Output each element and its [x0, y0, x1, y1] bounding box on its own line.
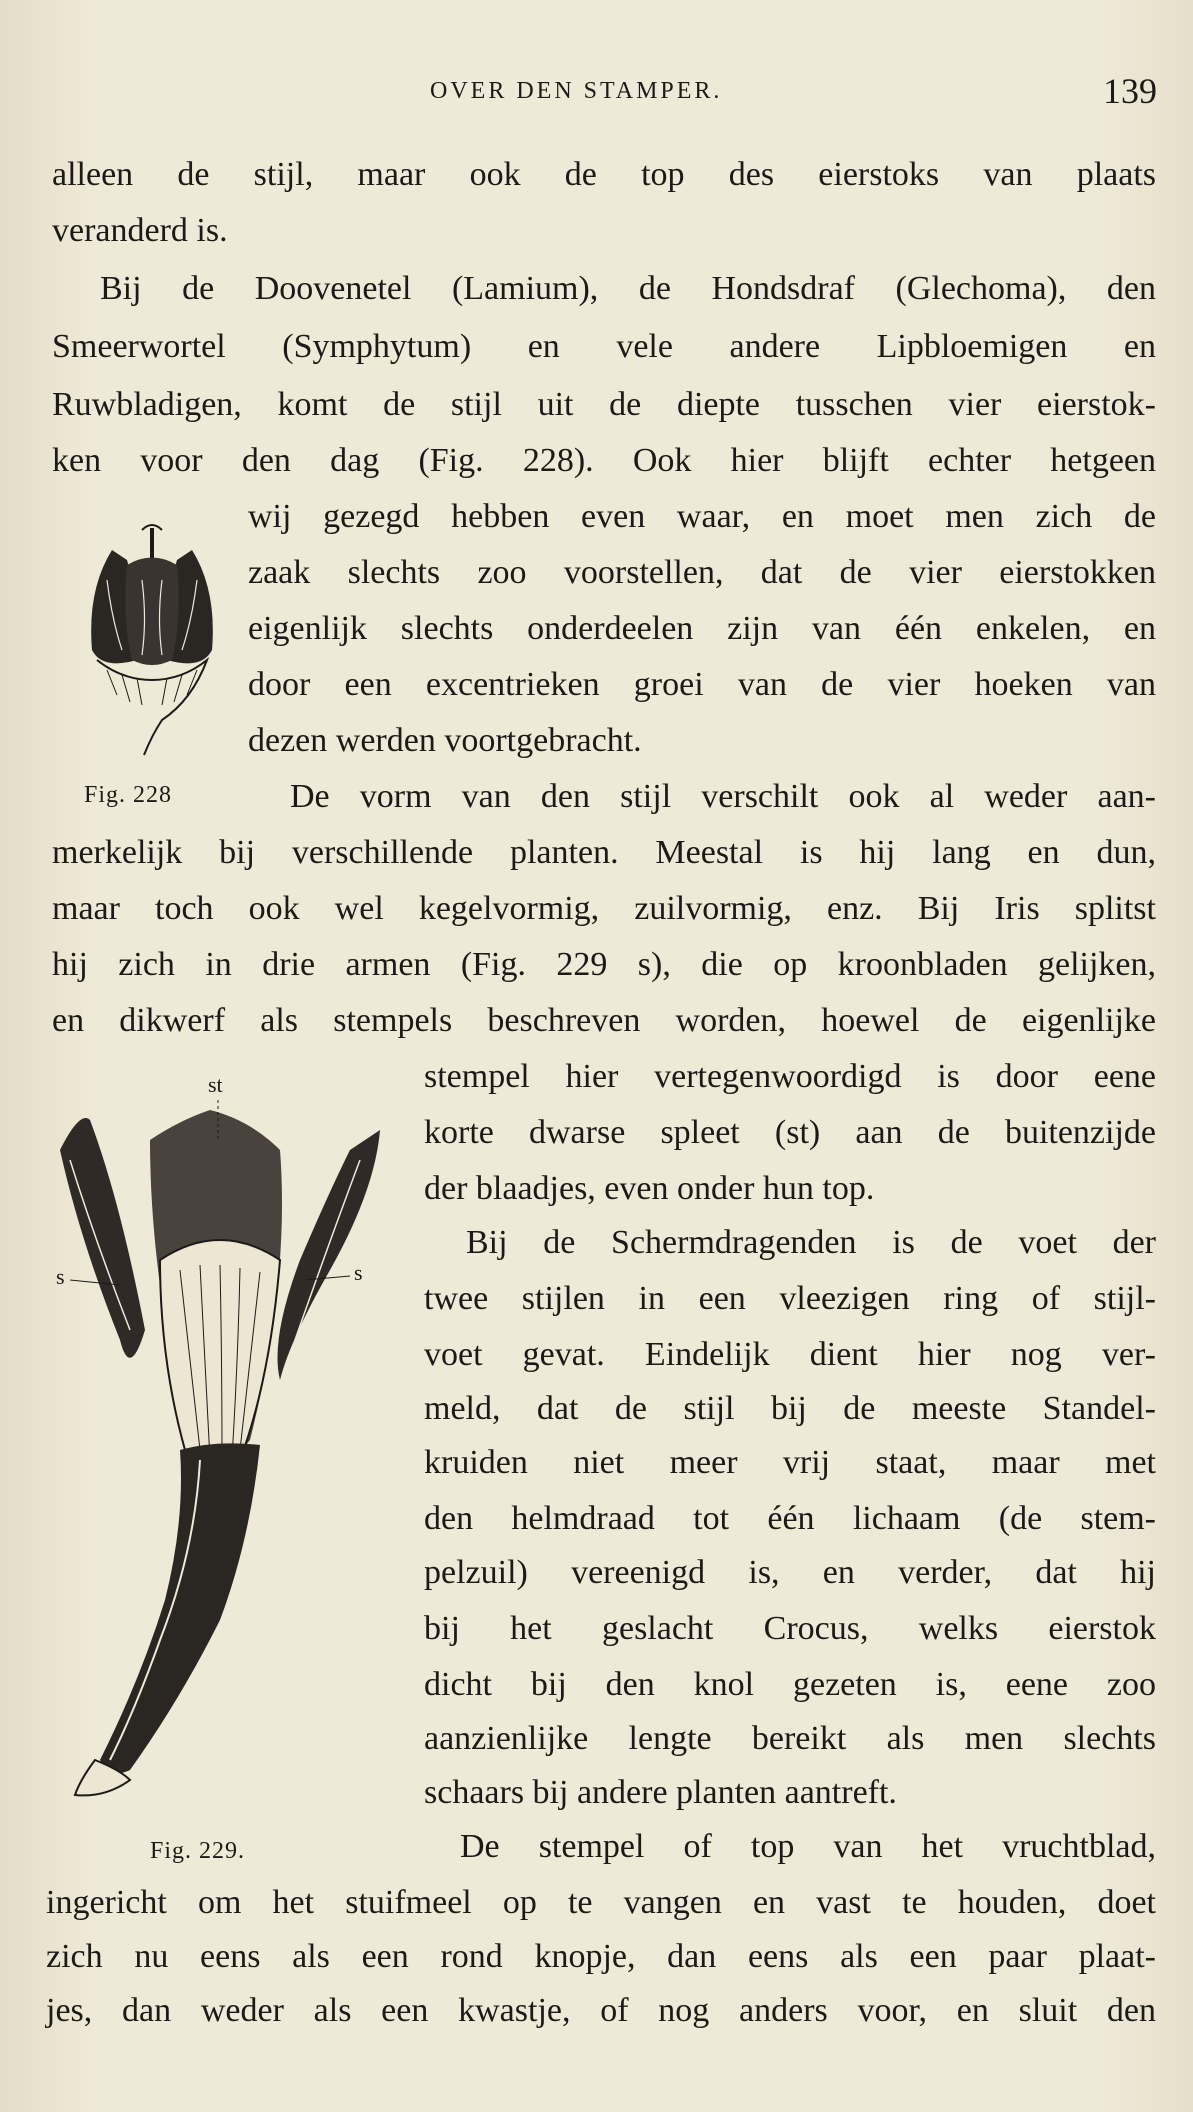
text-line: meld, dat de stijl bij de meeste Standel-	[424, 1390, 1156, 1427]
text-line: merkelijk bij verschillende planten. Meestal is hij lang en dun,	[52, 834, 1156, 871]
text-line: Bij de Doovenetel (Lamium), de Hondsdraf (Glechoma), den	[100, 270, 1156, 307]
text-line: en dikwerf als stempels beschreven worden, hoewel de eigenlijke	[52, 1002, 1156, 1039]
text-line: twee stijlen in een vleezigen ring of stijl-	[424, 1280, 1156, 1317]
text-line: aanzienlijke lengte bereikt als men slechts	[424, 1720, 1156, 1757]
text-line: De vorm van den stijl verschilt ook al weder aan-	[290, 778, 1156, 815]
text-line: stempel hier vertegenwoordigd is door eene	[424, 1058, 1156, 1095]
page-header	[0, 71, 1193, 114]
text-line: jes, dan weder als een kwastje, of nog anders voor, en sluit den	[46, 1992, 1156, 2029]
text-line: bij het geslacht Crocus, welks eierstok	[424, 1610, 1156, 1647]
text-line: Bij de Schermdragenden is de voet der	[466, 1224, 1156, 1261]
fig-229-label-st: st	[208, 1072, 223, 1097]
text-line: pelzuil) vereenigd is, en verder, dat hij	[424, 1554, 1156, 1591]
text-line: der blaadjes, even onder hun top.	[424, 1170, 875, 1207]
text-line: De stempel of top van het vruchtblad,	[460, 1828, 1156, 1865]
text-line: eigenlijk slechts onderdeelen zijn van één enkelen, en	[248, 610, 1156, 647]
fig-229-label-s-left: s	[56, 1264, 65, 1289]
text-line: den helmdraad tot één lichaam (de stem-	[424, 1500, 1156, 1537]
text-line: Smeerwortel (Symphytum) en vele andere Lipbloemigen en	[52, 328, 1156, 365]
text-line: maar toch ook wel kegelvormig, zuilvormig, enz. Bij Iris splitst	[52, 890, 1156, 927]
text-line: ingericht om het stuifmeel op te vangen en vast te houden, doet	[46, 1884, 1156, 1921]
page-number: 139	[1103, 71, 1157, 111]
fig-229-caption: Fig. 229.	[150, 1838, 246, 1864]
text-line: ken voor den dag (Fig. 228). Ook hier blijft echter hetgeen	[52, 442, 1156, 479]
figure-228	[82, 520, 222, 760]
text-line: alleen de stijl, maar ook de top des eierstoks van plaats	[52, 156, 1156, 193]
text-line: Ruwbladigen, komt de stijl uit de diepte tusschen vier eierstok-	[52, 386, 1156, 423]
fig-228-caption: Fig. 228	[84, 782, 173, 808]
text-line: zich nu eens als een rond knopje, dan eens als een paar plaat-	[46, 1938, 1156, 1975]
text-line: hij zich in drie armen (Fig. 229 s), die op kroonbladen gelijken,	[52, 946, 1156, 983]
fig-229-label-s-right: s	[354, 1260, 363, 1285]
text-line: wij gezegd hebben even waar, en moet men zich de	[248, 498, 1156, 535]
text-line: veranderd is.	[52, 212, 228, 249]
text-line: dezen werden voortgebracht.	[248, 722, 642, 759]
text-line: korte dwarse spleet (st) aan de buitenzijde	[424, 1114, 1156, 1151]
fig-228-illustration	[82, 520, 222, 760]
text-line: kruiden niet meer vrij staat, maar met	[424, 1444, 1156, 1481]
text-line: dicht bij den knol gezeten is, eene zoo	[424, 1666, 1156, 1703]
fig-229-illustration	[50, 1080, 390, 1800]
running-title: OVER DEN STAMPER.	[430, 78, 723, 104]
figure-229	[50, 1072, 390, 1800]
text-line: voet gevat. Eindelijk dient hier nog ver-	[424, 1336, 1156, 1373]
text-line: schaars bij andere planten aantreft.	[424, 1774, 897, 1811]
text-line: door een excentrieken groei van de vier hoeken van	[248, 666, 1156, 703]
text-line: zaak slechts zoo voorstellen, dat de vier eierstokken	[248, 554, 1156, 591]
